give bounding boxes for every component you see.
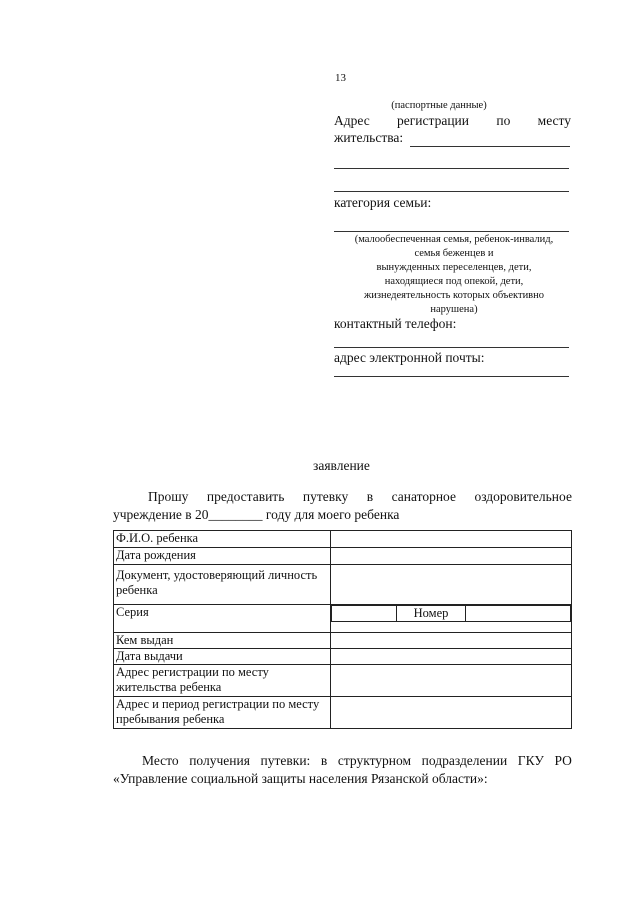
child-info-table <box>113 530 572 729</box>
birth-date-cell[interactable] <box>331 548 572 565</box>
footer-word: в <box>320 753 328 768</box>
footer-word: подразделении <box>421 753 508 768</box>
row-label-child-name: Ф.И.О. ребенка <box>114 531 331 548</box>
issued-by-cell[interactable] <box>331 633 572 649</box>
residence-address-cell[interactable] <box>331 665 572 697</box>
address-word-1: Адрес <box>334 113 370 128</box>
family-category-fill-line <box>334 231 569 232</box>
row-label-birth-date: Дата рождения <box>114 548 331 565</box>
page-number: 13 <box>335 72 346 84</box>
address-fill-line-3 <box>334 191 569 192</box>
row-label-issued-by: Кем выдан <box>114 633 331 649</box>
family-category-label: категория семьи: <box>334 195 432 210</box>
address-fill-line-2 <box>334 168 569 169</box>
row-label-residence-address: Адрес регистрации по месту жительства ребенка <box>114 665 331 697</box>
address-word-3: по <box>496 113 511 128</box>
child-name-cell[interactable] <box>331 531 572 548</box>
address-row <box>334 113 571 129</box>
series-number-inner <box>331 605 571 622</box>
statement-title: заявление <box>313 458 370 473</box>
statement-line2: учреждение в 20________ году для моего ребенка <box>113 507 400 522</box>
footer-line2: «Управление социальной защиты населения Рязанской области»: <box>113 771 488 786</box>
hint-line: вынужденных переселенцев, дети, <box>376 262 532 273</box>
footer-word: ГКУ <box>517 753 544 768</box>
footer-word: получения <box>189 753 250 768</box>
family-category-hint <box>334 233 574 317</box>
passport-caption: (паспортные данные) <box>391 100 487 111</box>
issue-date-cell[interactable] <box>331 649 572 665</box>
table-row <box>114 665 572 697</box>
series-value-cell[interactable] <box>332 606 397 622</box>
statement-word: в <box>366 489 374 504</box>
table-row <box>114 531 572 548</box>
statement-word: путевку <box>302 489 349 504</box>
table-row <box>114 548 572 565</box>
email-label: адрес электронной почты: <box>334 350 485 365</box>
table-row <box>114 633 572 649</box>
number-label: Номер <box>397 606 466 622</box>
footer-word: путевки: <box>260 753 311 768</box>
statement-word: Прошу <box>148 489 189 504</box>
address-line2: жительства: <box>334 130 404 145</box>
footer-word: структурном <box>337 753 412 768</box>
phone-fill-line <box>334 347 569 348</box>
table-row <box>114 605 572 633</box>
statement-word: санаторное <box>391 489 456 504</box>
address-word-2: регистрации <box>397 113 470 128</box>
row-label-issue-date: Дата выдачи <box>114 649 331 665</box>
table-row <box>114 565 572 605</box>
email-fill-line <box>334 376 569 377</box>
address-word-4: месту <box>537 113 571 128</box>
row-label-identity-document: Документ, удостоверяющий личность ребенка <box>114 565 331 605</box>
hint-line: жизнедеятельность которых объективно <box>363 290 545 301</box>
row-label-series: Серия <box>114 605 331 633</box>
statement-word: оздоровительное <box>474 489 572 504</box>
footer-word: РО <box>554 753 572 768</box>
stay-address-cell[interactable] <box>331 697 572 729</box>
hint-line: находящиеся под опекой, дети, <box>384 276 524 287</box>
hint-line: нарушена) <box>430 304 478 315</box>
series-number-cell <box>331 605 572 633</box>
phone-label: контактный телефон: <box>334 316 457 331</box>
table-row <box>114 649 572 665</box>
footer-line1 <box>142 753 572 769</box>
hint-line: (малообеспеченная семья, ребенок-инвалид, <box>354 234 554 245</box>
identity-document-cell[interactable] <box>331 565 572 605</box>
statement-line1 <box>148 489 572 505</box>
number-value-cell[interactable] <box>466 606 571 622</box>
table-row <box>114 697 572 729</box>
footer-word: Место <box>142 753 179 768</box>
hint-line: семья беженцев и <box>414 248 494 259</box>
row-label-stay-address: Адрес и период регистрации по месту пребывания ребенка <box>114 697 331 729</box>
statement-word: предоставить <box>206 489 285 504</box>
address-fill-line-1 <box>410 146 570 147</box>
